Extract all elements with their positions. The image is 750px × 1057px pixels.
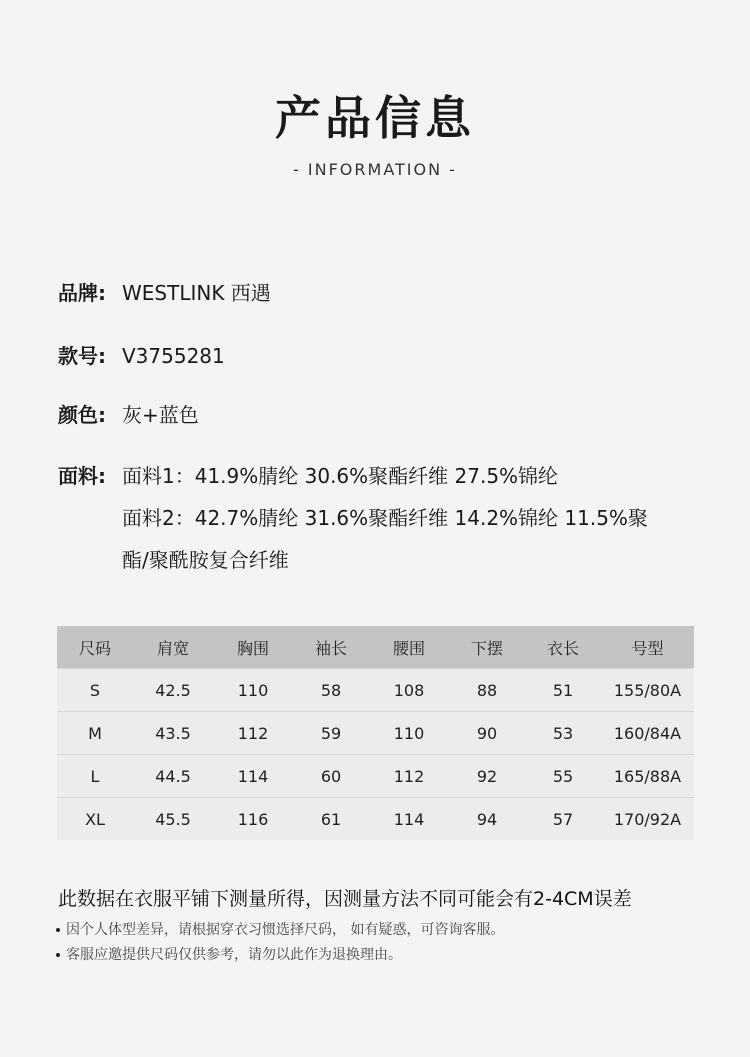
fabric-composition: [122, 455, 682, 581]
brand-value: WESTLINK 西遇: [122, 281, 271, 305]
table-cell: 59: [293, 712, 369, 755]
header-cell: 胸围: [213, 626, 293, 669]
brand-label: 品牌:: [58, 281, 106, 305]
table-cell: 53: [525, 712, 601, 755]
table-cell: M: [57, 712, 133, 755]
header-cell: 衣长: [525, 626, 601, 669]
table-cell: 112: [213, 712, 293, 755]
table-cell: 114: [213, 755, 293, 798]
header-cell: 下摆: [449, 626, 525, 669]
table-cell: 160/84A: [601, 712, 694, 755]
style-number-label: 款号:: [58, 344, 106, 368]
note-bullet-text: 因个人体型差异，请根据穿衣习惯选择尺码， 如有疑惑，可咨询客服。: [66, 922, 505, 938]
table-cell: 110: [213, 669, 293, 712]
bullet-dot-icon: [56, 953, 60, 957]
table-cell: 88: [449, 669, 525, 712]
table-row: [57, 669, 694, 712]
header-cell: 腰围: [369, 626, 449, 669]
size-table: [57, 626, 694, 840]
header-cell: 袖长: [293, 626, 369, 669]
table-row: [57, 798, 694, 841]
table-cell: 45.5: [133, 798, 213, 841]
table-cell: 61: [293, 798, 369, 841]
brand-row: [58, 279, 271, 307]
note-bullet-1: [56, 919, 504, 941]
table-row: [57, 712, 694, 755]
table-cell: 58: [293, 669, 369, 712]
fabric-line-3: 酯/聚酰胺复合纤维: [122, 548, 289, 572]
table-cell: L: [57, 755, 133, 798]
table-cell: 114: [369, 798, 449, 841]
table-cell: 92: [449, 755, 525, 798]
bullet-dot-icon: [56, 928, 60, 932]
table-cell: 44.5: [133, 755, 213, 798]
page-subtitle: - INFORMATION -: [293, 160, 457, 179]
table-row: [57, 755, 694, 798]
table-cell: 165/88A: [601, 755, 694, 798]
header-cell: 肩宽: [133, 626, 213, 669]
table-cell: 94: [449, 798, 525, 841]
table-cell: 60: [293, 755, 369, 798]
size-table-header: [57, 626, 694, 669]
table-cell: 43.5: [133, 712, 213, 755]
table-cell: 55: [525, 755, 601, 798]
fabric-label: 面料:: [58, 464, 106, 488]
table-cell: 155/80A: [601, 669, 694, 712]
note-bullet-text: 客服应邀提供尺码仅供参考，请勿以此作为退换理由。: [66, 947, 402, 963]
fabric-line-2: 面料2：42.7%腈纶 31.6%聚酯纤维 14.2%锦纶 11.5%聚: [122, 506, 648, 530]
note-bullet-2: [56, 944, 402, 966]
table-cell: 51: [525, 669, 601, 712]
header-cell: 号型: [601, 626, 694, 669]
table-cell: XL: [57, 798, 133, 841]
color-label: 颜色:: [58, 403, 106, 427]
style-number-row: [58, 342, 225, 370]
measurement-note: 此数据在衣服平铺下测量所得，因测量方法不同可能会有2-4CM误差: [58, 888, 632, 910]
page-title: 产品信息: [275, 91, 475, 145]
table-cell: 108: [369, 669, 449, 712]
color-value: 灰+蓝色: [122, 403, 199, 427]
color-row: [58, 401, 199, 429]
header-cell: 尺码: [57, 626, 133, 669]
style-number-value: V3755281: [122, 344, 225, 368]
table-cell: 170/92A: [601, 798, 694, 841]
table-cell: S: [57, 669, 133, 712]
table-cell: 116: [213, 798, 293, 841]
table-cell: 42.5: [133, 669, 213, 712]
table-cell: 57: [525, 798, 601, 841]
table-cell: 110: [369, 712, 449, 755]
table-cell: 90: [449, 712, 525, 755]
fabric-line-1: 面料1：41.9%腈纶 30.6%聚酯纤维 27.5%锦纶: [122, 464, 559, 488]
table-cell: 112: [369, 755, 449, 798]
